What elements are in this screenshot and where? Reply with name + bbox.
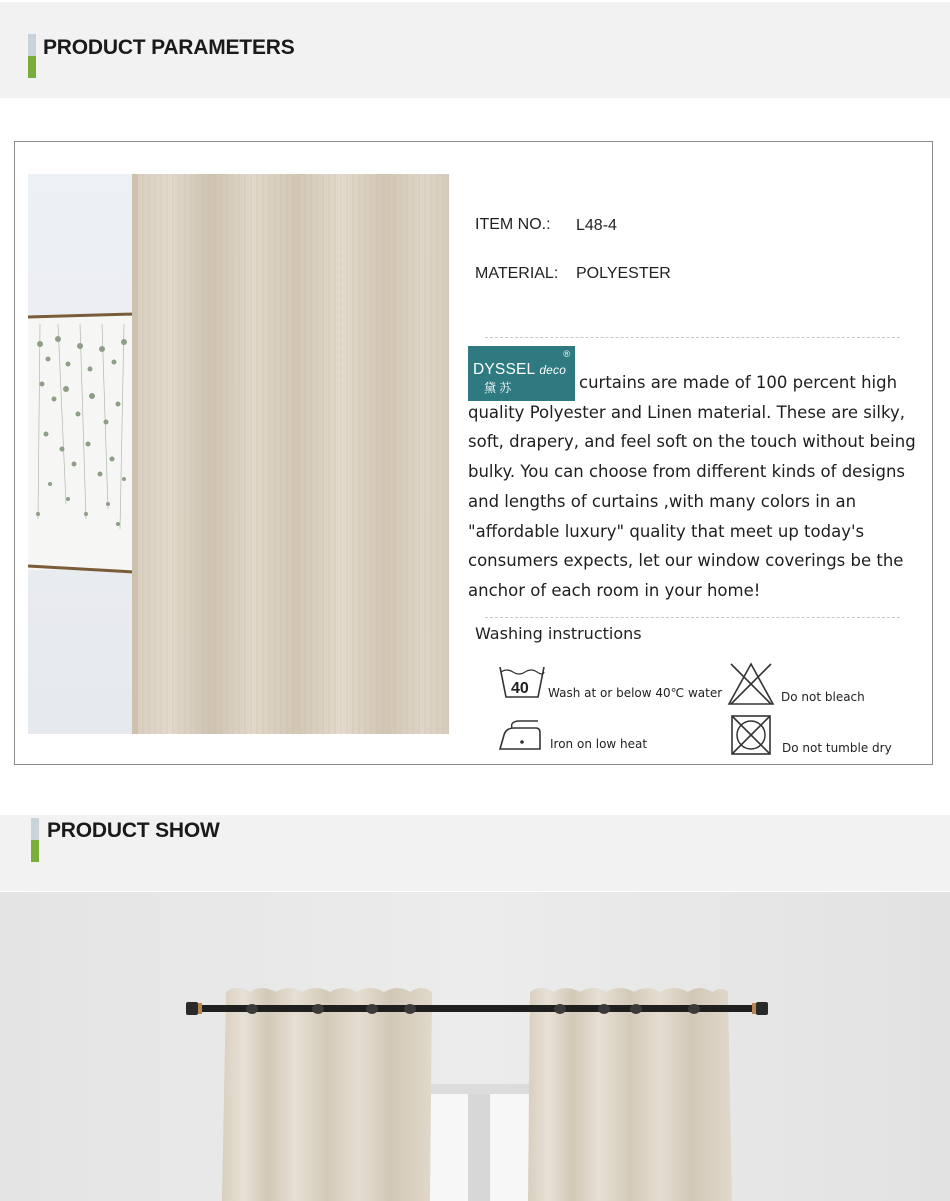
curtain-photo [28, 174, 449, 734]
wash-40-icon [498, 663, 546, 703]
iron-low-icon [498, 719, 544, 753]
header-accent-bar [31, 818, 39, 862]
material-label: MATERIAL: [475, 265, 559, 282]
no-tumble-dry-icon [730, 714, 772, 756]
header-accent-bar [28, 34, 36, 78]
no-bleach-icon [726, 661, 776, 707]
wash-instruction: Wash at or below 40℃ water [548, 686, 723, 700]
divider [485, 617, 900, 618]
show-title: PRODUCT SHOW [47, 819, 220, 842]
bleach-instruction: Do not bleach [781, 690, 865, 704]
brand-suffix: deco [539, 363, 567, 377]
iron-instruction: Iron on low heat [550, 737, 648, 751]
registered-mark: ® [563, 349, 570, 359]
parameters-title: PRODUCT PARAMETERS [43, 36, 295, 59]
parameters-header [0, 2, 950, 98]
svg-text:40: 40 [511, 680, 529, 697]
product-description: curtains are made of 100 percent high quality Polyester and Linen material. These are silky, soft, drapery, and feel soft on the touch without being bulky. You can choose from different kinds of designs and lengths of curtains ,with many colors in an "affordable luxury" quality that meet up today's consumers expects, let our window coverings be the anchor of each room in your home! [468, 373, 916, 600]
show-header [0, 815, 950, 891]
washing-title: Washing instructions [475, 624, 642, 643]
divider [485, 337, 900, 338]
item-number-label: ITEM NO.: [475, 216, 551, 233]
brand-name: DYSSEL [473, 361, 535, 378]
material-value: POLYESTER [576, 265, 671, 282]
item-number-value: L48-4 [576, 217, 617, 234]
tumble-dry-instruction: Do not tumble dry [782, 741, 892, 755]
brand-chinese: 黛 苏 [484, 381, 512, 395]
product-show-photo [0, 892, 950, 1201]
